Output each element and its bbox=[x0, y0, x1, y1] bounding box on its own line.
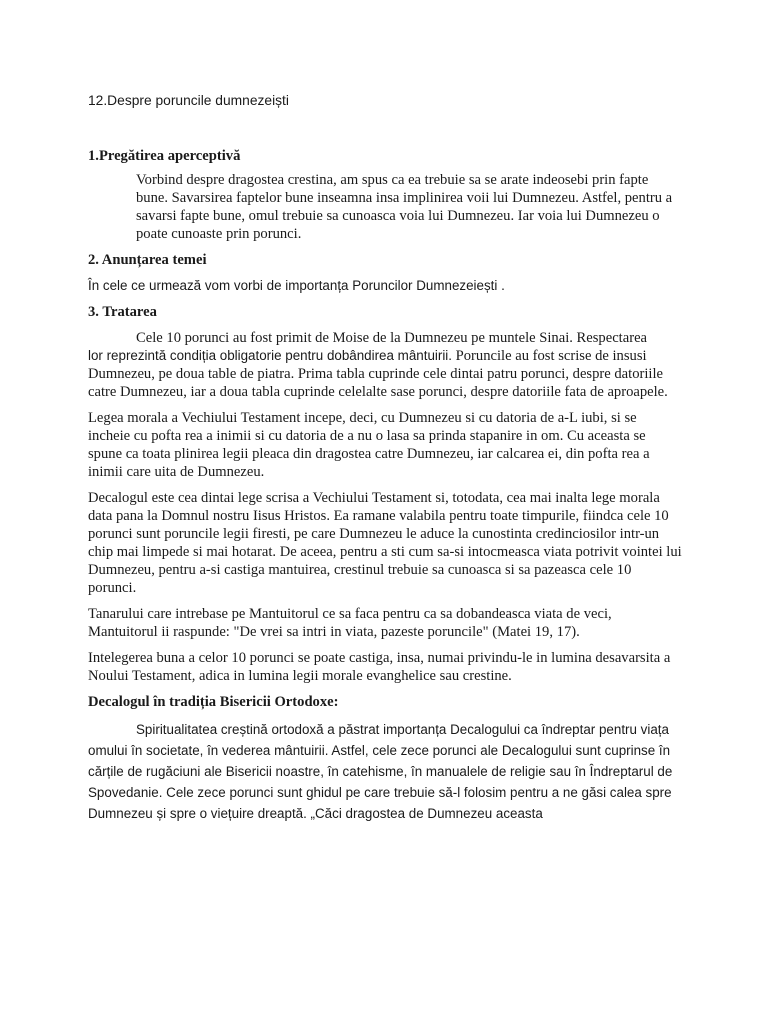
section-heading-anuntarea-temei: 2. Anunțarea temei bbox=[88, 252, 207, 268]
paragraph-decalogul: Spiritualitatea creștină ortodoxă a păstrat importanța Decalogului ca îndreptar pentru viața omului în societate, în vederea mântuirii. Astfel, cele zece porunci ale Decalogului sunt cuprinse în cărțile de rugăciuni ale Bisericii noastre, în catehisme, în manualele de religie sau în Îndreptarul de Spovedanie. Cele zece porunci sunt ghidul pe care trebuie să-l folosim pentru a ne găsi calea spre Dumnezeu și spre o viețuire dreaptă. „Căci dragostea de Dumnezeu aceasta bbox=[88, 722, 673, 821]
paragraph-tratarea-3: Decalogul este cea dintai lege scrisa a Vechiului Testament si, totodata, cea mai inalta lege morala data pana la Domnul nostru Iisus Hristos. Ea ramane valabila pentru toate timpurile, fiindca cele 10 porunci sunt poruncile legii firesti, pe care Dumnezeu le aduce la cunostinta credinciosilor intr-un chip mai limpede si mai hotarat. De aceea, pentru a sti cum sa-si intocmeasca viata potrivit vointei lui Dumnezeu, pentru a-si castiga mantuirea, crestinul trebuie sa cunoasca si sa pazeasca cele 10 porunci. bbox=[88, 490, 682, 596]
paragraph-tratarea-1-part-a: Cele 10 porunci au fost primit de Moise de la Dumnezeu pe muntele Sinai. Respectarea bbox=[136, 330, 648, 346]
section-heading-aperceptiva: 1.Pregătirea aperceptivă bbox=[88, 148, 241, 164]
paragraph-anuntarea-temei: În cele ce urmează vom vorbi de importanța Poruncilor Dumnezeiești . bbox=[88, 278, 505, 293]
section-heading-decalogul: Decalogul în tradiția Bisericii Ortodoxe: bbox=[88, 694, 339, 710]
document-title: 12.Despre poruncile dumnezeiști bbox=[88, 93, 289, 108]
paragraph-tratarea-1-part-b: lor reprezintă condiția obligatorie pentru dobândirea mântuirii. bbox=[88, 348, 452, 363]
document-page bbox=[88, 92, 682, 824]
paragraph-tratarea-1-part-c: Poruncile au fost scrise de insusi Dumnezeu, pe doua table de piatra. Prima tabla cuprinde cele dintai patru porunci, despre datoriile catre Dumnezeu, iar a doua tabla cuprinde celelalte sase porunci, despre datoriile fata de aproapele. bbox=[88, 348, 668, 400]
paragraph-tratarea-5: Intelegerea buna a celor 10 porunci se poate castiga, insa, numai privindu-le in lumina desavarsita a Noului Testament, adica in lumina legii morale evanghelice sau crestine. bbox=[88, 650, 671, 684]
paragraph-tratarea-2: Legea morala a Vechiului Testament incepe, deci, cu Dumnezeu si cu datoria de a-L iubi, si se incheie cu pofta rea a inimii si cu datoria de a nu o lasa sa prinda stapanire in om. Cu aceasta se spune ca toata plinirea legii pleaca din dragostea catre Dumnezeu, iar calcarea ei, din pofta rea a inimii care uita de Dumnezeu. bbox=[88, 410, 650, 480]
paragraph-aperceptiva: Vorbind despre dragostea crestina, am spus ca ea trebuie sa se arate indeosebi prin fapte bune. Savarsirea faptelor bune inseamna insa implinirea voii lui Dumnezeu. Astfel, pentru a savarsi fapte bune, omul trebuie sa cunoasca voia lui Dumnezeu. Iar voia lui Dumnezeu o poate cunoaste prin porunci. bbox=[136, 172, 673, 242]
paragraph-tratarea-1 bbox=[88, 329, 682, 401]
section-heading-tratarea: 3. Tratarea bbox=[88, 304, 157, 320]
paragraph-tratarea-4: Tanarului care intrebase pe Mantuitorul ce sa faca pentru ca sa dobandeasca viata de veci, Mantuitorul ii raspunde: "De vrei sa intri in viata, pazeste poruncile" (Matei 19, 17). bbox=[88, 606, 612, 640]
